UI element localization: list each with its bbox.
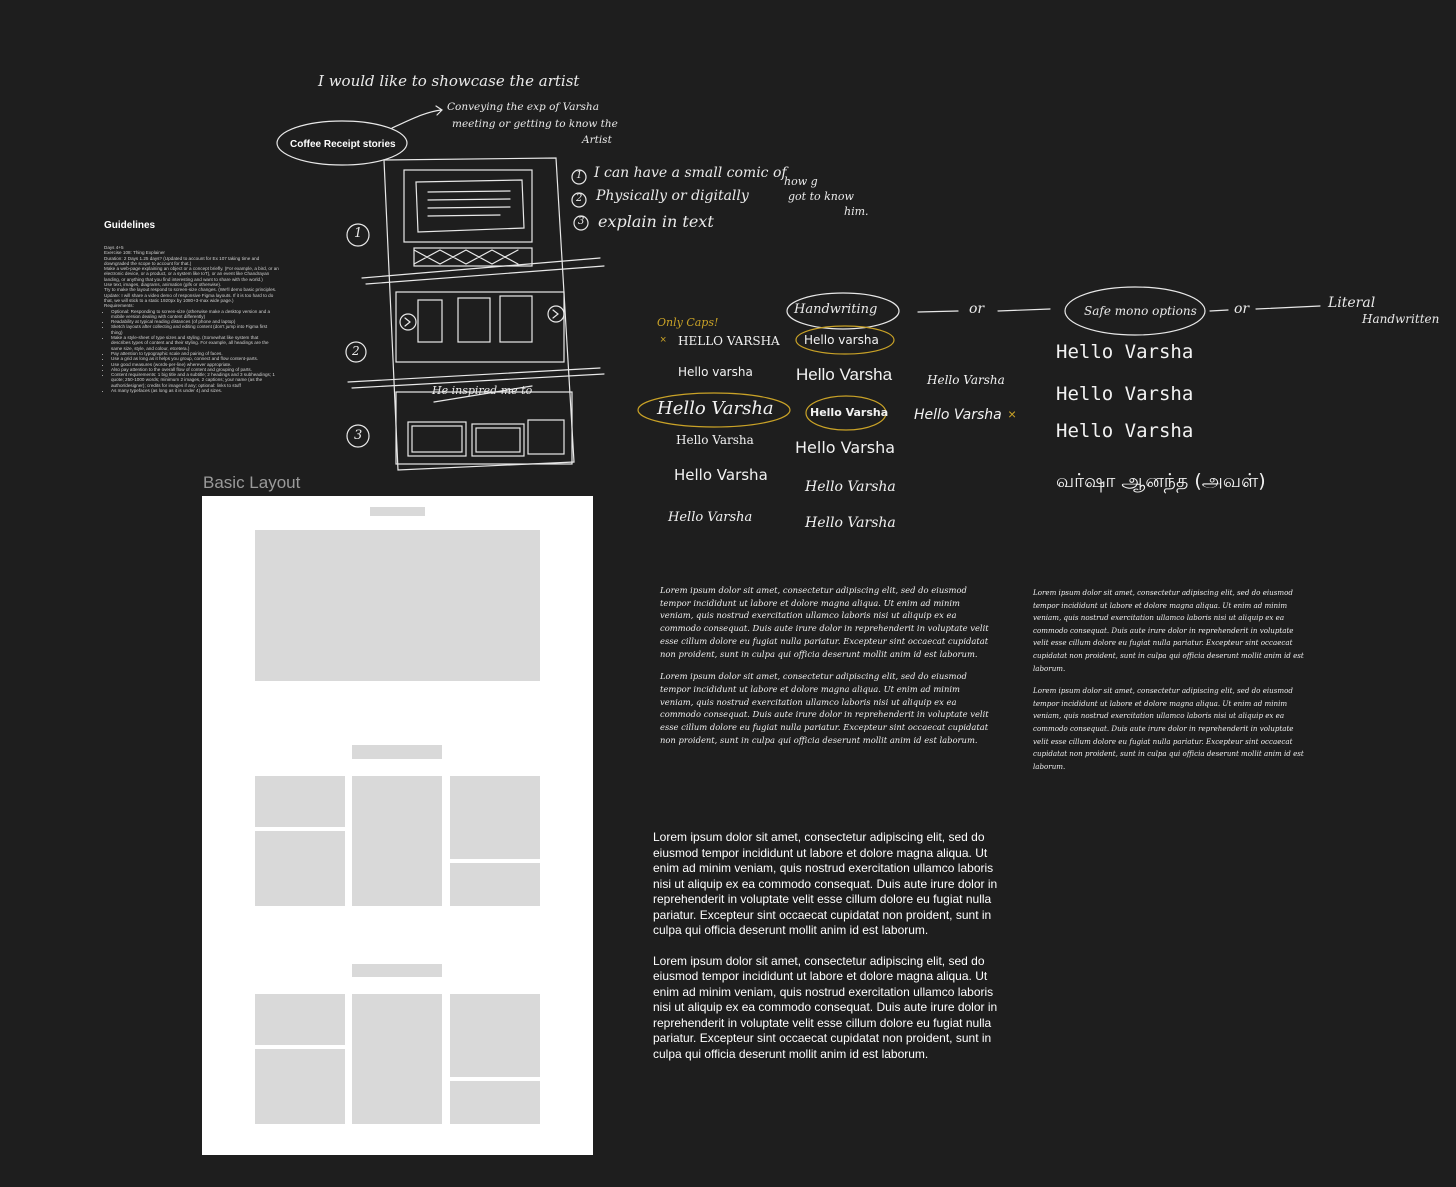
sample-hand-11: Hello Varsha — [805, 515, 896, 531]
title-placeholder — [370, 507, 425, 516]
conveying-note-line2: meeting or getting to know the — [452, 118, 618, 130]
requirement-item: • Also pay attention to the overall flow of content and grouping of parts. — [111, 367, 279, 372]
requirement-item: • Sketch layouts after collecting and editing content (don't jump into Figma first thing) — [111, 324, 279, 335]
lorem-paragraph: Lorem ipsum dolor sit amet, consectetur adipiscing elit, sed do eiusmod tempor incididunt ut labore et dolore magna aliqua. Ut enim ad minim veniam, quis nostrud exercitation ullamco laboris nisi ut aliquip ex ea commodo consequat. Duis aute irure dolor in reprehenderit in voluptate velit esse cillum dolore eu fugiat nulla pariatur. Excepteur sint occaecat cupidatat non proident, sunt in culpa qui officia deserunt mollit anim id est laborum. — [660, 671, 989, 745]
sketch-page-frame — [384, 158, 574, 470]
sample-hand-6: Hello varsha — [804, 333, 879, 347]
lorem-paragraph: Lorem ipsum dolor sit amet, consectetur adipiscing elit, sed do eiusmod tempor incididunt ut labore et dolore magna aliqua. Ut enim ad minim veniam, quis nostrud exercitation ullamco laboris nisi ut aliquip ex ea commodo consequat. Duis aute irure dolor in reprehenderit in voluptate velit esse cillum dolore eu fugiat nulla pariatur. Excepteur sint occaecat cupidatat non proident, sunt in culpa qui officia deserunt mollit anim id est laborum. — [1033, 686, 1304, 771]
sample-hand-12: Hello Varsha — [927, 373, 1005, 387]
basic-layout-label: Basic Layout — [203, 473, 301, 492]
guidelines-line: Duration: 2 Days 1.25 days? (Updated to account for Ex 107 taking time and downgraded the scope to account for that.) — [104, 255, 260, 266]
comic-note-line1: how g — [784, 175, 818, 188]
grid-cell — [352, 994, 442, 1124]
grid-cell — [352, 776, 442, 906]
lorem-handwritten-block — [660, 584, 995, 756]
requirement-item: • As many typefaces (as long as it is under 4) and sizes. — [111, 388, 279, 393]
lorem-sans-block — [653, 830, 1005, 1077]
or-label-2: or — [1234, 301, 1250, 317]
comic-note-line2: got to know — [788, 190, 854, 203]
section-number-2: 2 — [352, 344, 360, 358]
safe-mono-label: Safe mono options — [1084, 304, 1197, 318]
sample-hand-9: Hello Varsha — [795, 438, 896, 457]
guidelines-line: Days 4+5 — [104, 245, 124, 250]
sketch-carousel-box — [396, 292, 564, 362]
grid-cell — [255, 831, 345, 906]
sample-hand-10: Hello Varsha — [805, 479, 896, 495]
bubble-arrow — [392, 106, 442, 128]
showcase-note: I would like to showcase the artist — [318, 72, 580, 90]
conveying-note-line3: Artist — [582, 134, 612, 146]
cross-mark-2: × — [1008, 406, 1017, 422]
grid-cell — [450, 863, 540, 906]
literal-label-line2: Handwritten — [1362, 312, 1440, 326]
conveying-note-line1: Conveying the exp of Varsha — [447, 101, 599, 113]
idea-num-2: 2 — [576, 193, 583, 204]
requirement-item: • Content requirements: 1 big title and a subtitle; 2 headings and 3 subheadings; 1 quote; 250-1000 words; minimum 2 images, 2 captions; your name (as the author/designer); credits for images if any; optional: links to stuff — [111, 372, 279, 388]
sample-hand-7: Hello Varsha — [796, 365, 893, 384]
coffee-receipt-label: Coffee Receipt stories — [290, 139, 396, 150]
lorem-paragraph: Lorem ipsum dolor sit amet, consectetur adipiscing elit, sed do eiusmod tempor incididunt ut labore et dolore magna aliqua. Ut enim ad minim veniam, quis nostrud exercitation ullamco laboris nisi ut aliquip ex ea commodo consequat. Duis aute irure dolor in reprehenderit in voluptate velit esse cillum dolore eu fugiat nulla pariatur. Excepteur sint occaecat cupidatat non proident, sunt in culpa qui officia deserunt mollit anim id est laborum. — [653, 830, 998, 937]
guidelines-line: Use text, images, diagrams, animation (gifs or otherwise). — [104, 282, 222, 288]
idea-text-1: I can have a small comic of — [594, 165, 787, 181]
sample-hand-2: Hello Varsha — [657, 398, 774, 419]
requirements-list — [104, 309, 279, 394]
grid-cell — [255, 994, 345, 1045]
handwriting-label: Handwriting — [794, 302, 878, 317]
requirement-item: • Optional: Responding to screen-size (otherwise make a desktop version and a mobile version dealing with content differently) — [111, 309, 279, 320]
comic-note-line3: him. — [844, 205, 869, 218]
grid-cell — [255, 776, 345, 827]
idea-num-3: 3 — [578, 216, 585, 227]
mono-sample-1: Hello Varsha — [1056, 341, 1194, 363]
section-heading-placeholder — [352, 745, 442, 759]
grid-cell — [450, 776, 540, 859]
guidelines-line: Make a web-page explaining an object or a concept briefly. (For example, a bird, or an electronic device, or a product, or a system like IoT), or an event like Chandrayan landing, or anything that you find interesting and want to share with the world.) — [104, 266, 279, 282]
grid-cell — [450, 994, 540, 1077]
requirement-item: • Pay attention to typographic scale and pairing of faces. — [111, 351, 279, 356]
guidelines-line: Try to make the layout respond to screen-size changes. (We'll demo basic principles. Update: I will share a video demo of responsive Figma layouts. If it is too hard to do that, we will stick to a static 1920px by 1080+3-max wide page.) — [104, 287, 277, 303]
inspired-note: He inspired me to — [432, 384, 533, 397]
tamil-sample: வர்ஷா ஆனந்த (அவள்) — [1056, 470, 1266, 492]
guidelines-title: Guidelines — [104, 220, 156, 231]
guidelines-line: Requirements: — [104, 303, 134, 309]
or-label-1: or — [969, 301, 985, 317]
cross-mark-1: × — [660, 334, 667, 346]
literal-label-line1: Literal — [1328, 295, 1376, 311]
sample-hand-4: Hello Varsha — [674, 466, 768, 484]
sample-hand-5: Hello Varsha — [668, 510, 753, 525]
sample-hand-3: Hello Varsha — [676, 433, 754, 447]
requirement-item: • Make a style-sheet of type sizes and styling. (Somewhat like system that describes types of content and their styling. For example, all headings are the same size, style, and colour, etcetera.) — [111, 335, 279, 351]
requirement-item: • Readability at typical reading distances (of phone and laptop) — [111, 319, 279, 324]
sample-hand-8: Hello Varsha — [810, 406, 889, 419]
mono-sample-3: Hello Varsha — [1056, 420, 1194, 442]
guidelines-body — [104, 245, 279, 393]
lorem-paragraph: Lorem ipsum dolor sit amet, consectetur adipiscing elit, sed do eiusmod tempor incididunt ut labore et dolore magna aliqua. Ut enim ad minim veniam, quis nostrud exercitation ullamco laboris nisi ut aliquip ex ea commodo consequat. Duis aute irure dolor in reprehenderit in voluptate velit esse cillum dolore eu fugiat nulla pariatur. Excepteur sint occaecat cupidatat non proident, sunt in culpa qui officia deserunt mollit anim id est laborum. — [1033, 588, 1304, 673]
idea-text-2: Physically or digitally — [596, 188, 749, 204]
grid-cell — [450, 1081, 540, 1124]
requirement-item: • Use good measures (words-per-line) wherever appropriate. — [111, 362, 279, 367]
section-number-3: 3 — [354, 428, 363, 443]
only-caps-note: Only Caps! — [657, 316, 719, 329]
lorem-paragraph: Lorem ipsum dolor sit amet, consectetur adipiscing elit, sed do eiusmod tempor incididunt ut labore et dolore magna aliqua. Ut enim ad minim veniam, quis nostrud exercitation ullamco laboris nisi ut aliquip ex ea commodo consequat. Duis aute irure dolor in reprehenderit in voluptate velit esse cillum dolore eu fugiat nulla pariatur. Excepteur sint occaecat cupidatat non proident, sunt in culpa qui officia deserunt mollit anim id est laborum. — [660, 585, 989, 659]
guidelines-line: Exercise 108: Thing Explainer — [104, 250, 165, 256]
sample-hand-1: Hello varsha — [678, 365, 753, 379]
sample-hand-13: Hello Varsha — [914, 407, 1002, 423]
requirement-item: • Use a grid as long as it helps you group, connect and flow content-parts. — [111, 356, 279, 361]
sketch-receipt-strip — [414, 248, 532, 266]
basic-layout-frame[interactable] — [202, 496, 593, 1155]
grid-cell — [255, 1049, 345, 1124]
sample-caps: HELLO VARSHA — [678, 334, 780, 348]
section-number-1: 1 — [354, 226, 363, 241]
lorem-paragraph: Lorem ipsum dolor sit amet, consectetur adipiscing elit, sed do eiusmod tempor incididunt ut labore et dolore magna aliqua. Ut enim ad minim veniam, quis nostrud exercitation ullamco laboris nisi ut aliquip ex ea commodo consequat. Duis aute irure dolor in reprehenderit in voluptate velit esse cillum dolore eu fugiat nulla pariatur. Excepteur sint occaecat cupidatat non proident, sunt in culpa qui officia deserunt mollit anim id est laborum. — [653, 953, 998, 1061]
mono-sample-2: Hello Varsha — [1056, 383, 1194, 405]
idea-num-1: 1 — [576, 170, 583, 181]
idea-text-3: explain in text — [598, 212, 714, 231]
section-heading-placeholder — [352, 964, 442, 977]
lorem-handwritten-block-small — [1033, 587, 1311, 783]
hero-image-placeholder — [255, 530, 540, 681]
